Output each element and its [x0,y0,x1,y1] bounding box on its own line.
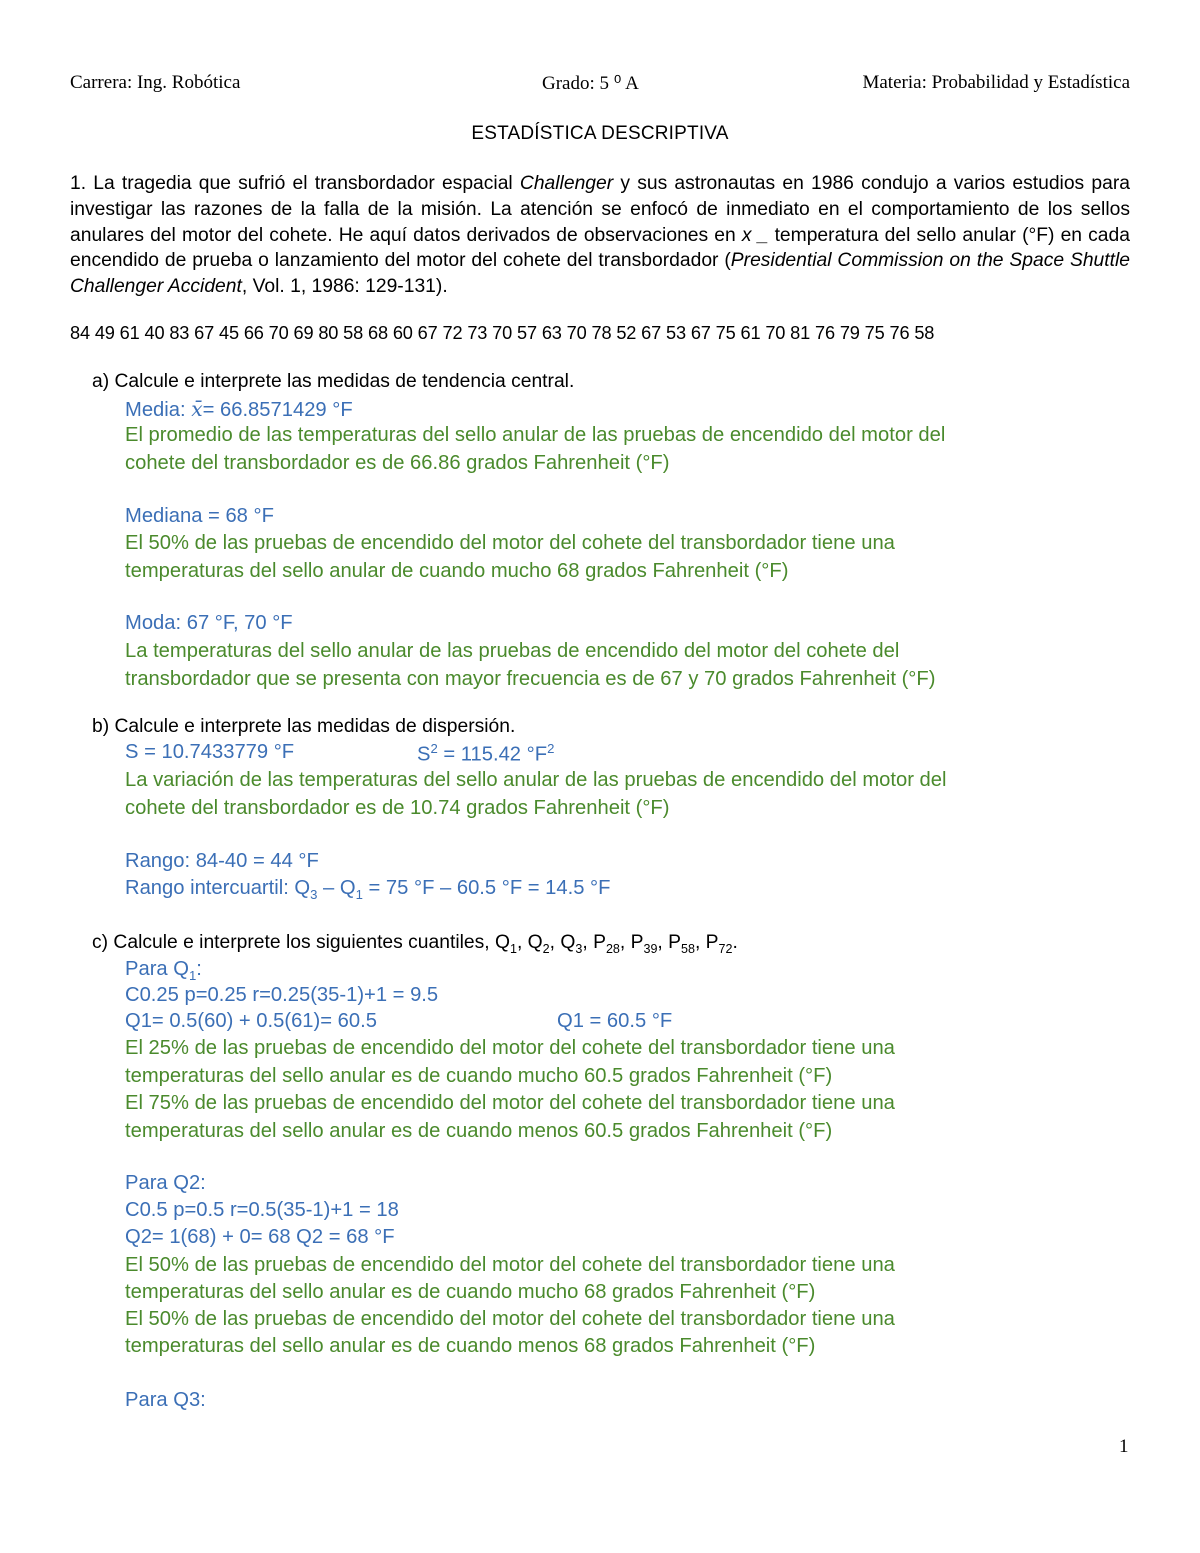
s2-label: S [417,743,431,766]
s-interp-1: La variación de las temperaturas del sello anular de las pruebas de encendido del motor del [125,769,947,791]
q1-head-colon: : [196,958,202,980]
quantile-subscript: 58 [681,941,695,956]
page-number: 1 [1119,1436,1129,1457]
q1-calc-2a: Q1= 0.5(60) + 0.5(61)= 60.5 [125,1010,377,1032]
q1-calc-1: C0.25 p=0.25 r=0.25(35-1)+1 = 9.5 [125,984,439,1006]
intro-challenger: Challenger [519,173,614,194]
question-c-prefix: c) Calcule e interprete los siguientes cuantiles, Q [92,932,510,953]
quantile-separator: , P [619,932,644,953]
media-line [125,397,353,422]
moda-line: Moda: 67 °F, 70 °F [125,612,293,634]
s-interp-2: cohete del transbordador es de 10.74 grados Fahrenheit (°F) [125,797,670,819]
s2-unit-sup: 2 [547,741,555,756]
q1-heading [125,958,202,983]
media-value: = 66.8571429 °F [202,399,353,421]
q1-head-text: Para Q [125,958,189,980]
quantile-subscript: 1 [509,941,517,956]
header-carrera: Carrera: Ing. Robótica [70,72,241,93]
s2-sup: 2 [430,741,438,756]
quantile-separator: , Q [516,932,543,953]
media-interp-2: cohete del transbordador es de 66.86 grados Fahrenheit (°F) [125,452,670,474]
quantile-separator: . [732,932,738,953]
question-a: a) Calcule e interprete las medidas de tendencia central. [92,371,575,392]
data-values: 84 49 61 40 83 67 45 66 70 69 80 58 68 60 67 72 73 70 57 63 70 78 52 67 53 67 75 61 70 81 76 79 75 76 58 [70,323,935,343]
q2-interp-2: temperaturas del sello anular es de cuando mucho 68 grados Fahrenheit (°F) [125,1281,816,1303]
intro-text-2: y sus astronautas en 1986 condujo a varios estudios para investigar las razones de la falla de la misión. La atención se enfocó de inmediato en el comportamiento de los sellos anulares del motor del cohete. He aquí datos derivados de observaciones en [70,173,1130,246]
moda-interp-2: transbordador que se presenta con mayor frecuencia es de 67 y 70 grados Fahrenheit (°F) [125,668,936,690]
quantile-subscript: 72 [718,941,733,956]
page-header [70,72,1130,100]
quantile-separator: , Q [549,932,576,953]
media-interp-1: El promedio de las temperaturas del sello anular de las pruebas de encendido del motor del [125,424,946,446]
intro-commission: Presidential Commission on the Space Shuttle Challenger Accident [70,250,1130,298]
q1-interp-3: El 75% de las pruebas de encendido del motor del cohete del transbordador tiene una [125,1092,895,1114]
q1-calc-2b: Q1 = 60.5 °F [557,1010,673,1032]
iqr-line [125,877,610,902]
quantile-subscript: 28 [605,941,620,956]
question-c [92,932,738,956]
mediana-interp-1: El 50% de las pruebas de encendido del motor del cohete del transbordador tiene una [125,532,895,554]
quantile-separator: , P [657,932,681,953]
iqr-label: Rango intercuartil: Q [125,877,311,899]
rango-line: Rango: 84-40 = 44 °F [125,850,319,872]
iqr-sub3: 3 [310,887,318,903]
iqr-sub1: 1 [355,887,363,903]
s2-number: = 115.42 °F [437,743,548,766]
moda-interp-1: La temperaturas del sello anular de las pruebas de encendido del motor del cohete del [125,640,900,662]
mediana-interp-2: temperaturas del sello anular de cuando mucho 68 grados Fahrenheit (°F) [125,560,789,582]
intro-text-1: 1. La tragedia que sufrió el transbordador espacial [70,173,520,194]
quantile-subscript: 39 [643,941,658,956]
quantile-subscript: 2 [542,941,550,956]
iqr-value: = 75 °F – 60.5 °F = 14.5 °F [362,877,611,899]
quantile-separator: , P [582,932,606,953]
quantile-subscript: 3 [575,941,583,956]
q1-head-sub: 1 [188,968,197,984]
q3-heading: Para Q3: [125,1389,206,1411]
header-grado: Grado: 5 ⁰ A [542,73,639,94]
q1-interp-1: El 25% de las pruebas de encendido del motor del cohete del transbordador tiene una [125,1037,895,1059]
q2-calc-2: Q2= 1(68) + 0= 68 Q2 = 68 °F [125,1226,395,1248]
q2-interp-4: temperaturas del sello anular es de cuando menos 68 grados Fahrenheit (°F) [125,1335,816,1357]
q1-interp-2: temperaturas del sello anular es de cuando mucho 60.5 grados Fahrenheit (°F) [125,1065,833,1087]
q2-calc-1: C0.5 p=0.5 r=0.5(35-1)+1 = 18 [125,1199,399,1221]
mediana-line: Mediana = 68 °F [125,505,274,527]
q1-interp-4: temperaturas del sello anular es de cuando menos 60.5 grados Fahrenheit (°F) [125,1120,833,1142]
question-b: b) Calcule e interprete las medidas de dispersión. [92,716,516,737]
intro-text-3: temperatura del sello anular (°F) en cada encendido de prueba o lanzamiento del motor del cohete del transbordador ( [70,224,1130,272]
iqr-mid: – Q [317,877,356,899]
media-symbol: x̄ [191,397,203,421]
q2-interp-1: El 50% de las pruebas de encendido del motor del cohete del transbordador tiene una [125,1254,895,1276]
problem-statement [70,171,1130,300]
question-c-quantiles [509,932,738,956]
document-title: ESTADÍSTICA DESCRIPTIVA [471,123,729,144]
media-label: Media: [125,399,192,421]
intro-text-4: , Vol. 1, 1986: 129-131). [241,276,448,298]
s-value: S = 10.7433779 °F [125,741,295,763]
quantile-separator: , P [694,932,719,953]
header-materia: Materia: Probabilidad y Estadística [862,72,1130,93]
intro-x-variable: x _ [741,224,769,246]
q2-heading: Para Q2: [125,1172,206,1194]
q2-interp-3: El 50% de las pruebas de encendido del motor del cohete del transbordador tiene una [125,1308,895,1330]
s2-value [417,741,554,767]
